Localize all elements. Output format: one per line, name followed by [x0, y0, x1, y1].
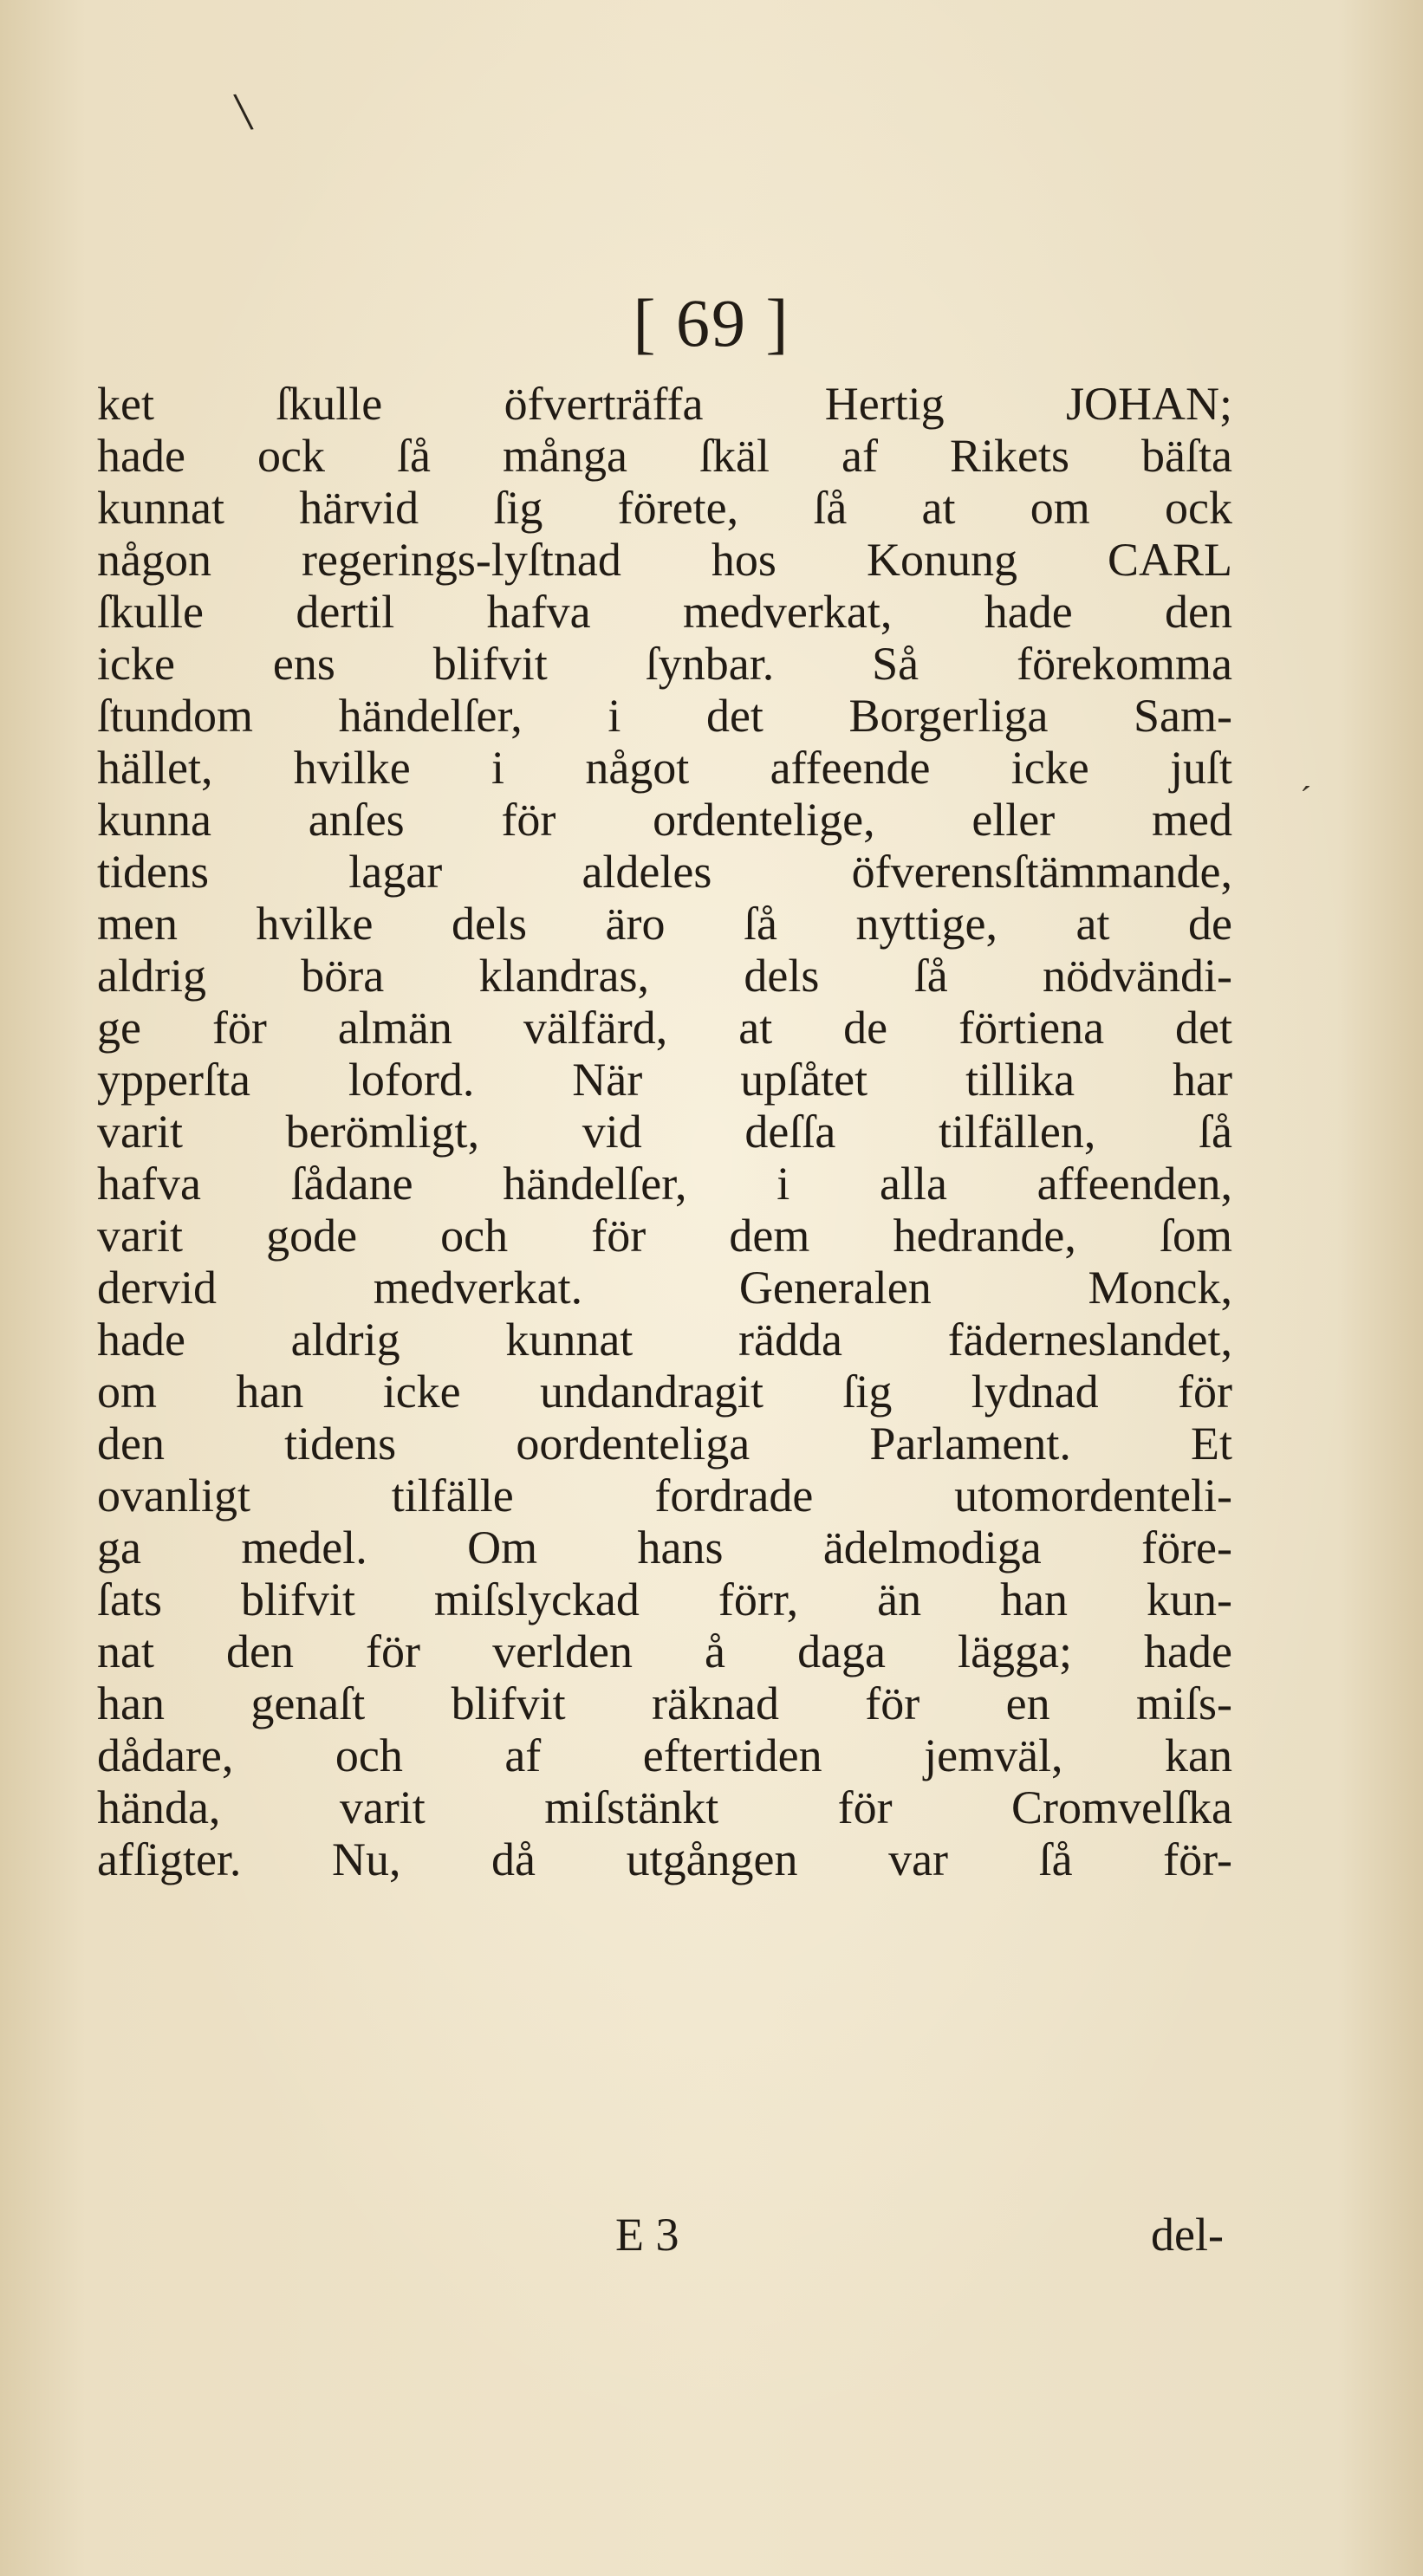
text-line: han genaſt blifvit räknad för en miſs-	[97, 1677, 1232, 1729]
text-line: men hvilke dels äro ſå nyttige, at de	[97, 898, 1232, 950]
stray-ink-mark: \	[231, 80, 256, 143]
text-line: tidens lagar aldeles öfverensſtämmande,	[97, 846, 1232, 898]
text-line: hade aldrig kunnat rädda fäderneslandet,	[97, 1314, 1232, 1366]
text-line: hända, varit miſstänkt för Cromvelſka	[97, 1781, 1232, 1833]
text-line: ſats blifvit miſslyckad förr, än han kun-	[97, 1574, 1232, 1625]
text-line: ket ſkulle öfverträffa Hertig JOHAN;	[97, 378, 1232, 430]
text-line: nat den för verlden å daga lägga; hade	[97, 1625, 1232, 1677]
text-line: aldrig böra klandras, dels ſå nödvändi-	[97, 950, 1232, 1002]
text-line: kunna anſes för ordentelige, eller med	[97, 794, 1232, 846]
text-line: hafva ſådane händelſer, i alla affeenden,	[97, 1158, 1232, 1210]
text-line: den tidens oordenteliga Parlament. Et	[97, 1418, 1232, 1470]
text-line: varit berömligt, vid deſſa tilfällen, ſå	[97, 1106, 1232, 1158]
text-line: ypperſta loford. När upſåtet tillika har	[97, 1054, 1232, 1106]
text-line: ovanligt tilfälle fordrade utomordenteli-	[97, 1470, 1232, 1522]
text-line: hället, hvilke i något affeende icke juſt	[97, 742, 1232, 794]
text-line: varit gode och för dem hedrande, ſom	[97, 1210, 1232, 1262]
text-line: ſtundom händelſer, i det Borgerliga Sam-	[97, 690, 1232, 742]
text-line: dervid medverkat. Generalen Monck,	[97, 1262, 1232, 1314]
catchword: del-	[1151, 2209, 1224, 2261]
text-line: om han icke undandragit ſig lydnad för	[97, 1366, 1232, 1418]
text-line: kunnat härvid ſig förete, ſå at om ock	[97, 482, 1232, 534]
margin-mark: ˊ	[1300, 779, 1312, 818]
text-line: ga medel. Om hans ädelmodiga före-	[97, 1522, 1232, 1574]
text-line: dådare, och af eftertiden jemväl, kan	[97, 1729, 1232, 1781]
page-number-header: [ 69 ]	[633, 285, 790, 360]
body-text	[97, 378, 1232, 1885]
text-line: hade ock ſå många ſkäl af Rikets bäſta	[97, 430, 1232, 482]
text-line: icke ens blifvit ſynbar. Så förekomma	[97, 638, 1232, 690]
text-line: afſigter. Nu, då utgången var ſå för-	[97, 1833, 1232, 1885]
text-line: ſkulle dertil hafva medverkat, hade den	[97, 586, 1232, 638]
signature-mark: E 3	[615, 2209, 679, 2261]
text-line: någon regerings-lyſtnad hos Konung CARL	[97, 534, 1232, 586]
page-footer	[97, 2204, 1232, 2265]
text-line: ge för almän välfärd, at de förtiena det	[97, 1002, 1232, 1054]
